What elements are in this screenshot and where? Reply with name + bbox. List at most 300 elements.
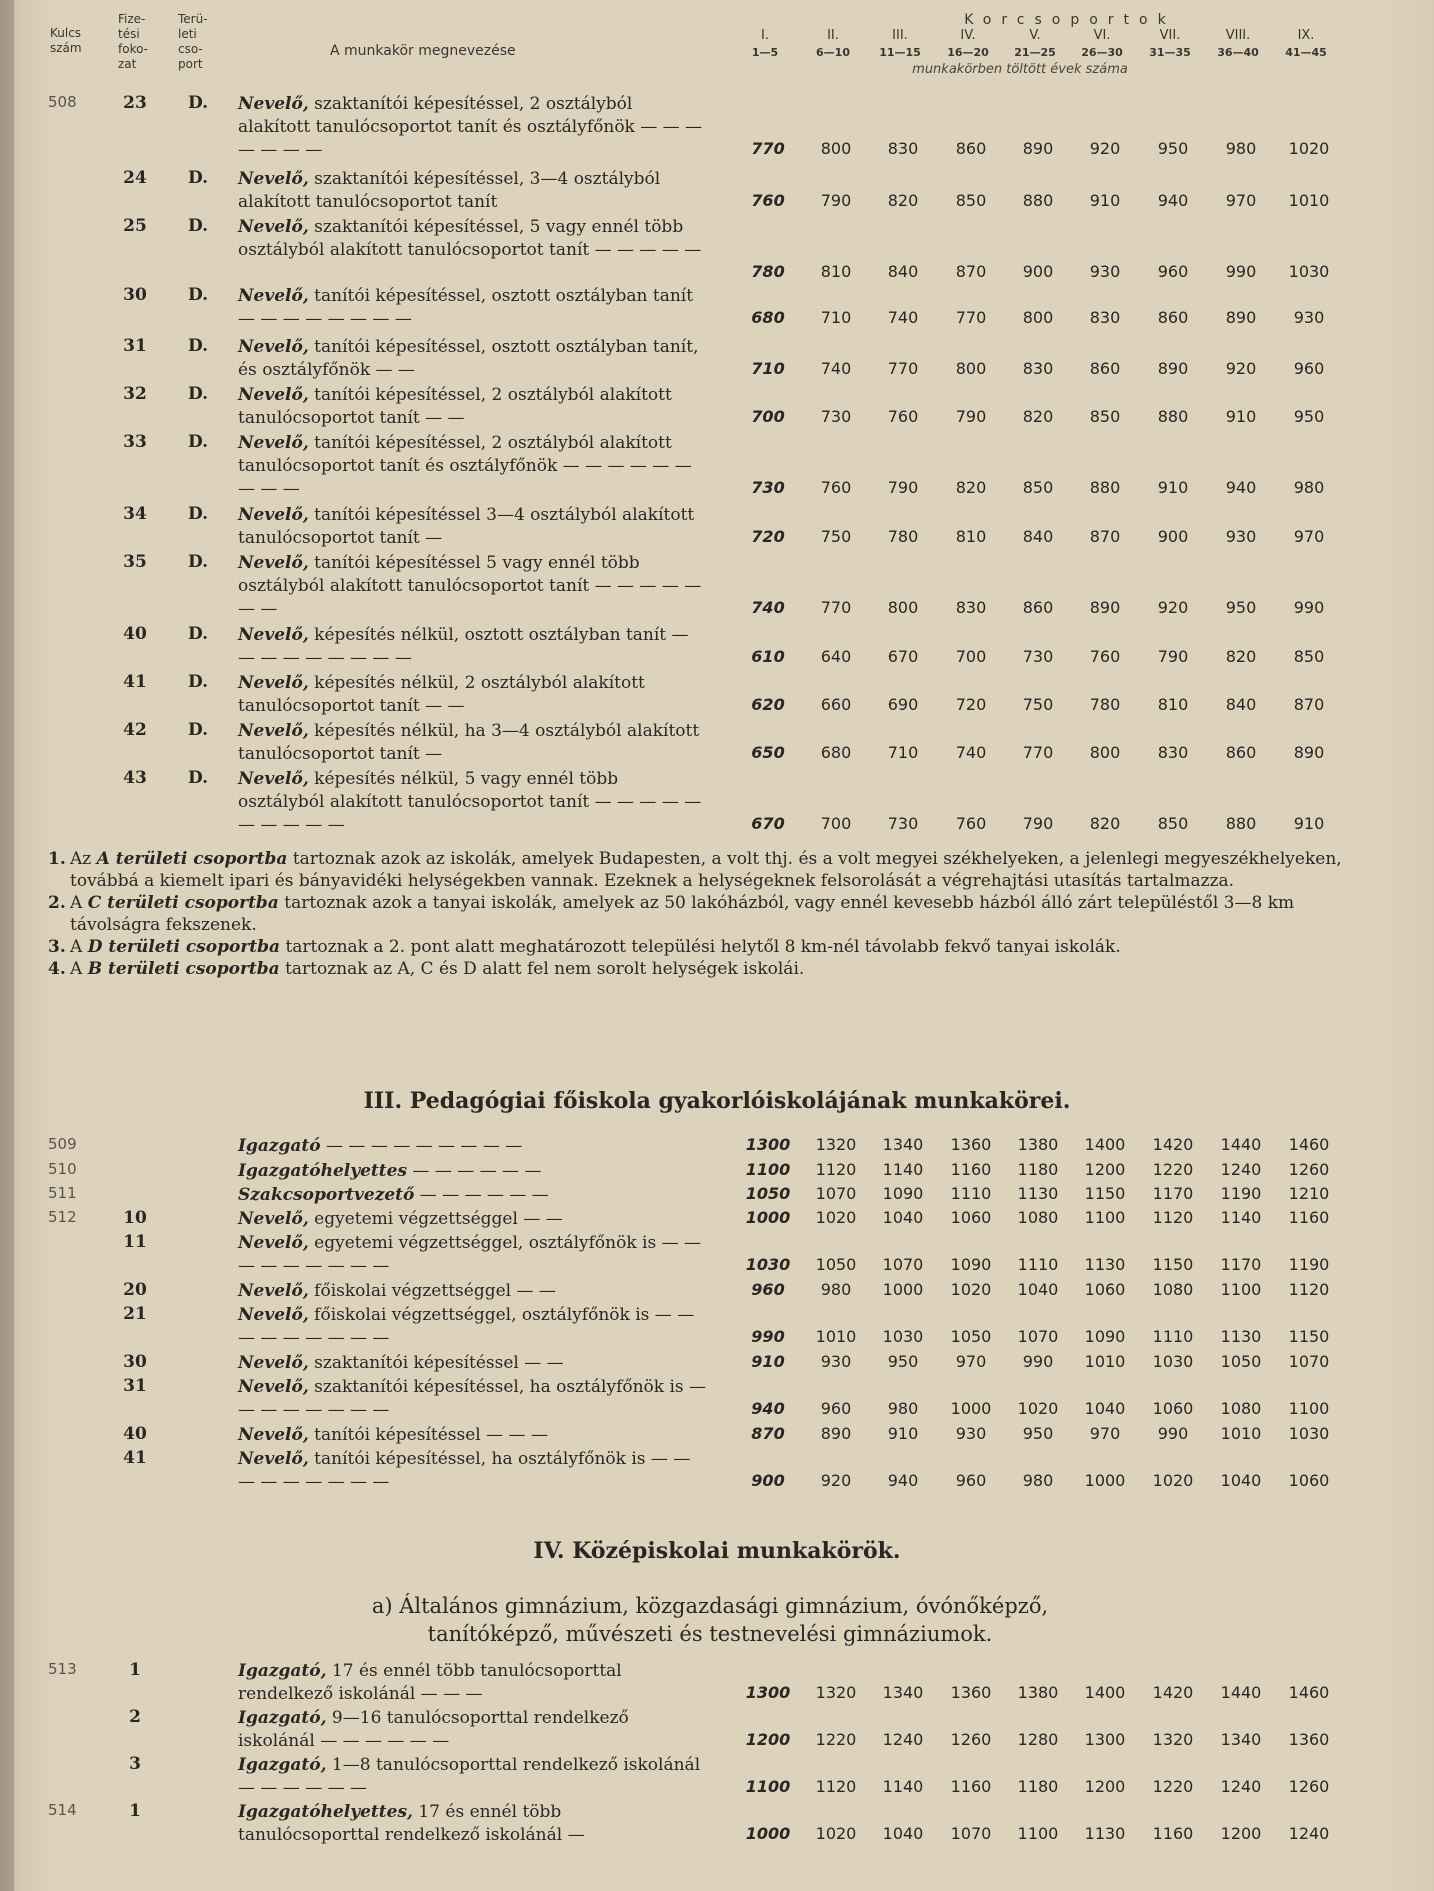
row-value: 910 [1293,814,1325,833]
row-value: 770 [820,598,852,617]
row-title: Nevelő, [238,217,309,237]
row-value: 1360 [1288,1730,1330,1749]
row-value: 1320 [815,1683,857,1702]
row-fokozat: 43 [123,768,147,788]
row-value: 830 [1022,359,1054,378]
row-value: 1160 [950,1777,992,1796]
row-value: 990 [1293,598,1325,617]
row-value: 890 [820,1424,852,1443]
row-value: 820 [1022,407,1054,426]
row-value: 930 [1089,262,1121,281]
footnote-number: 3. [48,937,66,957]
row-title: Igazgatóhelyettes, [238,1802,413,1822]
row-title: Nevelő, [238,553,309,573]
row-description [238,336,708,382]
row-value: 1010 [1084,1352,1126,1371]
row-description [238,1801,708,1847]
row-value: 1000 [1084,1471,1126,1490]
row-value: 900 [1157,527,1189,546]
footnote [48,848,1388,892]
row-desc-text: főiskolai végzettséggel — — [308,1281,556,1301]
footnote-number: 2. [48,893,66,913]
header-range-label: 1—5 [751,46,779,59]
row-desc-text: tanítói képesítéssel, 2 osztályból alakított tanulócsoportot tanít — — [238,385,672,428]
row-value: 940 [1225,478,1257,497]
row-title: Nevelő, [238,1353,309,1373]
row-value: 1070 [950,1824,992,1843]
row-value: 1200 [745,1730,791,1749]
row-value: 1150 [1288,1327,1330,1346]
row-value: 1020 [815,1824,857,1843]
row-value: 1160 [1288,1208,1330,1227]
row-value: 1130 [1220,1327,1262,1346]
row-value: 820 [1225,647,1257,666]
row-value: 730 [820,407,852,426]
row-value: 1060 [1152,1399,1194,1418]
header-group-label: VIII. [1225,28,1251,43]
footnote-pre: A [70,937,88,957]
row-description [238,1304,708,1350]
row-value: 850 [955,191,987,210]
header-group-label: VII. [1159,28,1181,43]
row-kulcs: 512 [48,1208,77,1226]
row-value: 880 [1022,191,1054,210]
row-desc-text: szaktanítói képesítéssel, ha osztályfőnök is — — — — — — — — [238,1377,707,1420]
footnote [48,892,1388,936]
row-title: Nevelő, [238,1281,309,1301]
row-value: 1100 [1017,1824,1059,1843]
row-value: 950 [1225,598,1257,617]
row-value: 1030 [882,1327,924,1346]
row-description [238,1448,708,1494]
row-csoport: D. [188,432,209,452]
row-value: 880 [1225,814,1257,833]
row-value: 920 [1225,359,1257,378]
row-value: 1060 [1084,1280,1126,1299]
row-description [238,1232,708,1278]
row-title: Nevelő, [238,673,309,693]
header-range-label: 6—10 [816,46,850,59]
row-value: 860 [1157,308,1189,327]
row-description [238,1424,708,1447]
row-value: 850 [1089,407,1121,426]
row-value: 1240 [1220,1777,1262,1796]
row-value: 1260 [950,1730,992,1749]
row-value: 1400 [1084,1683,1126,1702]
row-value: 980 [1225,139,1257,158]
row-value: 1260 [1288,1777,1330,1796]
row-value: 960 [751,1280,785,1299]
row-value: 1320 [1152,1730,1194,1749]
row-value: 850 [1157,814,1189,833]
row-desc-text: szaktanítói képesítéssel, 2 osztályból alakított tanulócsoportot tanít és osztályfőnök — — — — — — — [238,94,703,160]
row-value: 1050 [950,1327,992,1346]
row-title: Nevelő, [238,286,309,306]
row-kulcs: 508 [48,93,77,111]
row-desc-text: — — — — — — [414,1185,549,1205]
row-value: 620 [751,695,785,714]
row-value: 950 [1293,407,1325,426]
row-csoport: D. [188,720,209,740]
row-description [238,504,708,550]
row-fokozat: 25 [123,216,147,236]
row-value: 1040 [1084,1399,1126,1418]
row-value: 830 [1089,308,1121,327]
row-fokozat: 1 [129,1801,141,1821]
row-desc-text: tanítói képesítéssel, ha osztályfőnök is — — — — — — — — — [238,1449,691,1492]
row-csoport: D. [188,216,209,236]
row-value: 850 [1022,478,1054,497]
row-value: 710 [887,743,919,762]
row-value: 640 [820,647,852,666]
row-desc-text: szaktanítói képesítéssel — — [308,1353,564,1373]
row-value: 920 [1089,139,1121,158]
row-desc-text: képesítés nélkül, 2 osztályból alakított tanulócsoportot tanít — — [238,673,645,716]
row-value: 1220 [1152,1777,1194,1796]
row-value: 1140 [882,1160,924,1179]
row-value: 1340 [1220,1730,1262,1749]
row-value: 880 [1157,407,1189,426]
header-range-label: 26—30 [1081,46,1123,59]
row-desc-text: tanítói képesítéssel, osztott osztályban tanít — — — — — — — — [238,286,694,329]
row-fokozat: 30 [123,285,147,305]
row-fokozat: 33 [123,432,147,452]
row-desc-text: tanítói képesítéssel 3—4 osztályból alakított tanulócsoportot tanít — [238,505,695,548]
row-value: 1080 [1017,1208,1059,1227]
row-value: 1040 [1017,1280,1059,1299]
row-fokozat: 30 [123,1352,147,1372]
row-value: 800 [820,139,852,158]
row-description [238,285,708,331]
row-value: 1020 [1288,139,1330,158]
row-value: 700 [751,407,785,426]
row-value: 830 [955,598,987,617]
row-value: 1020 [1152,1471,1194,1490]
row-value: 940 [887,1471,919,1490]
row-value: 970 [955,1352,987,1371]
row-desc-text: tanítói képesítéssel, 2 osztályból alakított tanulócsoportot tanít és osztályfőnök — — — — — — — — — [238,433,692,499]
row-value: 1460 [1288,1683,1330,1702]
row-value: 740 [955,743,987,762]
row-value: 1240 [1288,1824,1330,1843]
row-value: 890 [1157,359,1189,378]
row-value: 940 [1157,191,1189,210]
row-fokozat: 35 [123,552,147,572]
row-description [238,552,708,621]
row-value: 1180 [1017,1160,1059,1179]
row-value: 950 [887,1352,919,1371]
row-value: 1020 [950,1280,992,1299]
header-kulcs: Kulcs szám [50,26,82,55]
row-description [238,1754,708,1800]
footnote-emphasis: A területi csoportba [96,849,288,869]
row-description [238,1208,708,1231]
section-3-heading: III. Pedagógiai főiskola gyakorlóiskolájának munkakörei. [363,1088,1071,1114]
row-value: 1360 [950,1683,992,1702]
row-csoport: D. [188,768,209,788]
row-title: Nevelő, [238,721,309,741]
row-value: 840 [1225,695,1257,714]
row-kulcs: 509 [48,1135,77,1153]
row-value: 990 [1022,1352,1054,1371]
row-value: 1110 [950,1184,992,1203]
section-4-subheading: a) Általános gimnázium, közgazdasági gimnázium, óvónőképző, tanítóképző, művészeti és testnevelési gimnáziumok. [371,1594,1049,1646]
row-value: 1080 [1152,1280,1194,1299]
row-value: 1190 [1288,1255,1330,1274]
footnote [48,958,1388,980]
row-value: 990 [1157,1424,1189,1443]
header-range-label: 21—25 [1014,46,1056,59]
header-teruleti: Terü- leti cso- port [178,12,208,71]
row-value: 1200 [1084,1160,1126,1179]
row-value: 1180 [1017,1777,1059,1796]
row-desc-text: 9—16 tanulócsoporttal rendelkező iskolánál — — — — — — [238,1708,629,1751]
footnotes [48,848,1388,980]
row-value: 1090 [1084,1327,1126,1346]
row-value: 840 [887,262,919,281]
row-value: 730 [751,478,785,497]
row-value: 1030 [1152,1352,1194,1371]
row-value: 1440 [1220,1683,1262,1702]
row-value: 820 [1089,814,1121,833]
row-csoport: D. [188,168,209,188]
row-value: 860 [1225,743,1257,762]
row-value: 860 [1089,359,1121,378]
row-fokozat: 32 [123,384,147,404]
row-value: 680 [751,308,785,327]
header-group-label: I. [761,28,769,43]
row-value: 1060 [1288,1471,1330,1490]
row-value: 1160 [950,1160,992,1179]
row-value: 1120 [815,1160,857,1179]
footnote-post: tartoznak az A, C és D alatt fel nem sorolt helységek iskolái. [279,959,805,979]
header-range-label: 11—15 [879,46,921,59]
row-fokozat: 31 [123,1376,147,1396]
footnote-number: 1. [48,849,66,869]
row-value: 930 [955,1424,987,1443]
row-value: 1010 [815,1327,857,1346]
row-value: 1000 [745,1824,791,1843]
row-value: 1090 [950,1255,992,1274]
row-desc-text: képesítés nélkül, 5 vagy ennél több osztályból alakított tanulócsoportot tanít — — — — — — — — — — [238,769,702,835]
row-value: 930 [1225,527,1257,546]
row-value: 980 [1293,478,1325,497]
row-description [238,1135,708,1158]
footnote-emphasis: B területi csoportba [87,959,280,979]
row-value: 830 [887,139,919,158]
row-value: 1050 [745,1184,791,1203]
row-kulcs: 514 [48,1801,77,1819]
row-value: 760 [955,814,987,833]
row-value: 650 [751,743,785,762]
footnote-emphasis: C területi csoportba [87,893,279,913]
row-value: 960 [955,1471,987,1490]
header-group-label: IV. [960,28,976,43]
row-value: 910 [1157,478,1189,497]
row-fokozat: 11 [123,1232,147,1252]
row-value: 1260 [1288,1160,1330,1179]
row-desc-text: — — — — — — [407,1161,542,1181]
row-value: 870 [1089,527,1121,546]
row-value: 750 [1022,695,1054,714]
row-value: 780 [887,527,919,546]
table-header [0,12,1434,82]
row-description [238,384,708,430]
row-value: 1130 [1084,1255,1126,1274]
row-value: 1120 [1288,1280,1330,1299]
row-value: 1140 [1220,1208,1262,1227]
row-value: 720 [955,695,987,714]
row-value: 1080 [1220,1399,1262,1418]
row-value: 1120 [815,1777,857,1796]
row-value: 1170 [1220,1255,1262,1274]
row-value: 970 [1293,527,1325,546]
row-value: 770 [751,139,785,158]
row-fokozat: 34 [123,504,147,524]
row-kulcs: 511 [48,1184,77,1202]
footnote-pre: Az [70,849,97,869]
row-value: 790 [887,478,919,497]
row-description [238,93,708,162]
header-group-label: II. [827,28,839,43]
row-value: 980 [820,1280,852,1299]
row-value: 1200 [1084,1777,1126,1796]
row-value: 910 [751,1352,785,1371]
row-title: Nevelő, [238,1233,309,1253]
row-value: 1010 [1288,191,1330,210]
row-value: 870 [1293,695,1325,714]
row-fokozat: 40 [123,1424,147,1444]
row-fokozat: 42 [123,720,147,740]
row-value: 1460 [1288,1135,1330,1154]
row-desc-text: tanítói képesítéssel, osztott osztályban tanít, és osztályfőnök — — [238,337,699,380]
row-csoport: D. [188,93,209,113]
row-value: 1070 [1288,1352,1330,1371]
row-value: 1020 [1017,1399,1059,1418]
row-value: 1420 [1152,1135,1194,1154]
row-value: 1040 [1220,1471,1262,1490]
row-description [238,432,708,501]
row-fokozat: 21 [123,1304,147,1324]
row-desc-text: főiskolai végzettséggel, osztályfőnök is — — — — — — — — — [238,1305,695,1348]
row-value: 990 [1225,262,1257,281]
row-desc-text: 17 és ennél több tanulócsoporttal rendelkező iskolánál — [238,1802,585,1845]
row-title: Nevelő, [238,1425,309,1445]
row-description [238,1376,708,1422]
row-value: 1100 [745,1777,791,1796]
row-value: 1050 [1220,1352,1262,1371]
row-value: 1000 [745,1208,791,1227]
row-value: 770 [1022,743,1054,762]
header-range-label: 36—40 [1217,46,1259,59]
row-fokozat: 1 [129,1660,141,1680]
row-value: 700 [955,647,987,666]
header-range-label: 41—45 [1285,46,1327,59]
row-value: 710 [820,308,852,327]
row-value: 1300 [745,1683,791,1702]
row-fokozat: 41 [123,672,147,692]
row-value: 790 [1022,814,1054,833]
row-csoport: D. [188,384,209,404]
row-value: 770 [955,308,987,327]
row-value: 740 [820,359,852,378]
header-fizetesi: Fize- tési foko- zat [118,12,148,71]
row-value: 610 [751,647,785,666]
row-value: 890 [1022,139,1054,158]
row-title: Nevelő, [238,94,309,114]
row-value: 800 [887,598,919,617]
row-value: 800 [1022,308,1054,327]
row-value: 820 [887,191,919,210]
row-value: 790 [955,407,987,426]
row-value: 730 [887,814,919,833]
row-value: 670 [887,647,919,666]
row-value: 890 [1225,308,1257,327]
row-value: 970 [1089,1424,1121,1443]
row-value: 900 [751,1471,785,1490]
footnote-post: tartoznak a 2. pont alatt meghatározott települési helytől 8 km-nél távolabb fekvő tanyai iskolák. [280,937,1121,957]
footnote-pre: A [70,893,88,913]
row-desc-text: — — — — — — — — — [320,1136,523,1156]
header-group-label: III. [892,28,908,43]
row-value: 1030 [1288,262,1330,281]
row-value: 740 [751,598,785,617]
row-desc-text: képesítés nélkül, osztott osztályban tanít — — — — — — — — — [238,625,689,668]
header-korcsoportok: Korcsoportok [964,12,1176,28]
row-fokozat: 23 [123,93,147,113]
row-value: 910 [1225,407,1257,426]
row-csoport: D. [188,672,209,692]
row-value: 1160 [1152,1824,1194,1843]
row-value: 680 [820,743,852,762]
row-value: 1130 [1017,1184,1059,1203]
row-title: Nevelő, [238,1449,309,1469]
row-value: 930 [820,1352,852,1371]
row-value: 1000 [950,1399,992,1418]
row-value: 1170 [1152,1184,1194,1203]
section-4-heading: IV. Középiskolai munkakörök. [533,1538,901,1564]
row-desc-text: képesítés nélkül, ha 3—4 osztályból alakított tanulócsoportot tanít — [238,721,700,764]
row-value: 1090 [882,1184,924,1203]
row-value: 1240 [882,1730,924,1749]
row-value: 1000 [882,1280,924,1299]
row-value: 1030 [745,1255,791,1274]
row-value: 1110 [1152,1327,1194,1346]
row-title: Nevelő, [238,505,309,525]
row-value: 1150 [1084,1184,1126,1203]
row-title: Szakcsoportvezető [238,1185,415,1205]
row-value: 810 [955,527,987,546]
row-value: 730 [1022,647,1054,666]
row-value: 1300 [745,1135,791,1154]
row-value: 1040 [882,1824,924,1843]
row-value: 660 [820,695,852,714]
row-value: 880 [1089,478,1121,497]
header-range-label: 16—20 [947,46,989,59]
row-value: 1060 [950,1208,992,1227]
row-value: 780 [1089,695,1121,714]
row-fokozat: 20 [123,1280,147,1300]
row-value: 1440 [1220,1135,1262,1154]
row-value: 980 [1022,1471,1054,1490]
row-value: 860 [1022,598,1054,617]
header-munkakor: A munkakör megnevezése [330,43,516,59]
row-value: 1320 [815,1135,857,1154]
row-description [238,1352,708,1375]
row-desc-text: tanítói képesítéssel — — — [308,1425,548,1445]
row-value: 820 [955,478,987,497]
row-value: 760 [887,407,919,426]
